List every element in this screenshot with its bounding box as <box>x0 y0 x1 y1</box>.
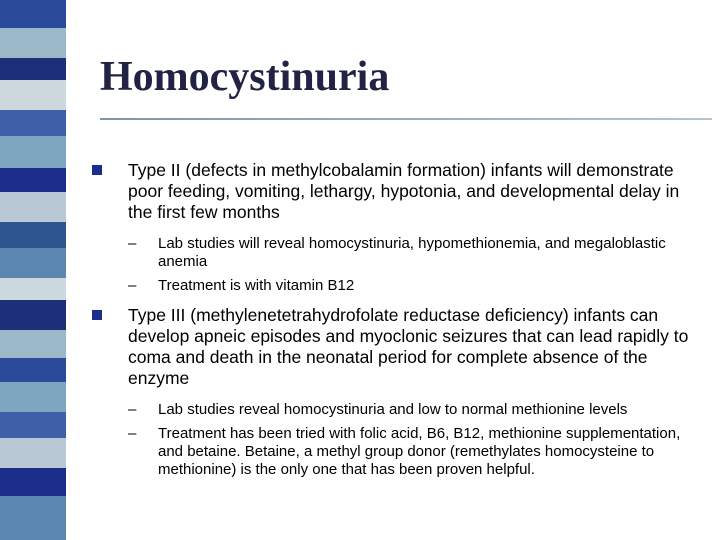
bullet-item <box>92 305 702 389</box>
sub-bullet-item <box>92 401 702 419</box>
sub-bullet-item <box>92 425 702 479</box>
slide-content <box>92 160 702 485</box>
bullet-text: Type III (methylenetetrahydrofolate reductase deficiency) infants can develop apneic episodes and myoclonic seizures that can lead rapidly to coma and death in the neonatal period for complete absence of the enzyme <box>128 305 689 388</box>
title-block <box>100 52 700 120</box>
square-bullet-icon <box>92 310 102 320</box>
dash-bullet-icon: – <box>128 277 137 294</box>
sub-bullet-text: Lab studies reveal homocystinuria and low to normal methionine levels <box>158 401 628 418</box>
sub-bullet-item <box>92 235 702 271</box>
sub-bullet-item <box>92 277 702 295</box>
sub-bullet-text: Treatment has been tried with folic acid, B6, B12, methionine supplementation, and betaine. Betaine, a methyl group donor (remethylates homocysteine to methionine) is the only one that has been proven helpful. <box>158 425 681 478</box>
dash-bullet-icon: – <box>128 235 137 252</box>
bullet-item <box>92 160 702 223</box>
title-underline <box>100 118 712 120</box>
decorative-stripe-bar <box>0 0 66 540</box>
sub-bullet-text: Lab studies will reveal homocystinuria, hypomethionemia, and megaloblastic anemia <box>158 235 666 270</box>
dash-bullet-icon: – <box>128 401 137 418</box>
sub-bullet-text: Treatment is with vitamin B12 <box>158 277 355 294</box>
slide-title: Homocystinuria <box>100 54 390 100</box>
dash-bullet-icon: – <box>128 425 137 442</box>
bullet-text: Type II (defects in methylcobalamin formation) infants will demonstrate poor feeding, vomiting, lethargy, hypotonia, and developmental delay in the first few months <box>128 160 680 222</box>
square-bullet-icon <box>92 165 102 175</box>
